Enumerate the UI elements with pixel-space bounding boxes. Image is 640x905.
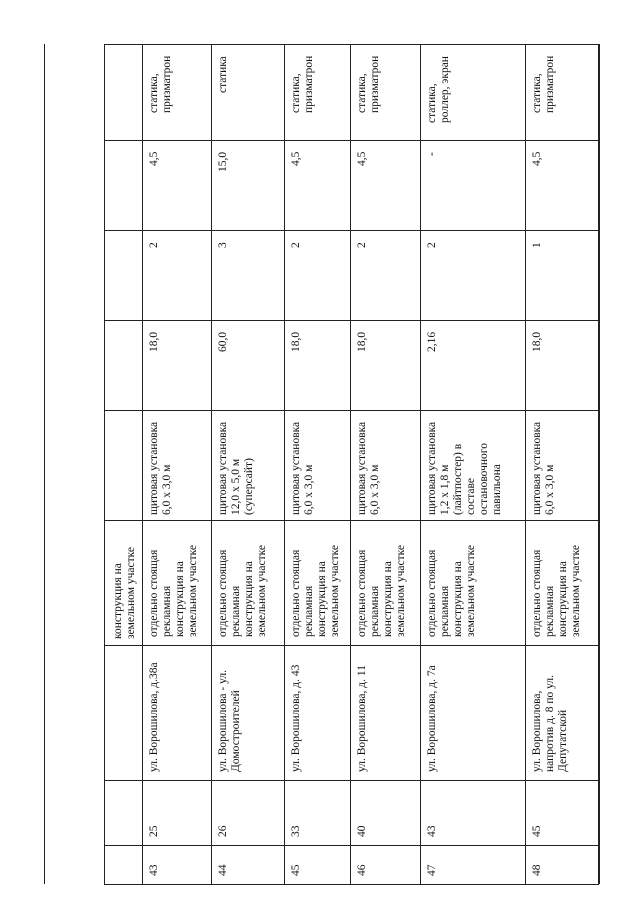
cell-info: статика, призматрон xyxy=(148,55,173,114)
table-column-rule xyxy=(104,410,599,411)
cell-adr_no: 45 xyxy=(531,825,543,837)
cell-kind: щитовая установка 6,0 х 3,0 м xyxy=(356,421,381,516)
table-column-rule xyxy=(104,645,599,646)
table-column-rule xyxy=(104,230,599,231)
table-column-rule xyxy=(104,44,599,45)
cell-area: 18,0 xyxy=(148,332,160,353)
cell-height: 15,0 xyxy=(217,152,229,173)
table-border xyxy=(599,44,600,884)
cell-adr_no: 43 xyxy=(426,825,438,837)
table-row-rule xyxy=(350,44,351,884)
cell-sides: 2 xyxy=(426,242,438,248)
cell-adr_no: 26 xyxy=(217,825,229,837)
cell-info: статика, призматрон xyxy=(356,55,381,114)
cell-num: 48 xyxy=(531,864,543,876)
cell-type: отдельно стоящая рекламная конструкция на земельном участке xyxy=(426,544,477,637)
cell-num: 45 xyxy=(290,864,302,876)
cell-address: ул. Ворошилова - ул. Домостроителей xyxy=(217,670,242,772)
cell-area: 2,16 xyxy=(426,332,438,353)
cell-address: ул. Ворошилова, д.38а xyxy=(148,662,160,772)
cell-type: отдельно стоящая рекламная конструкция на земельном участке xyxy=(290,544,341,637)
cell-type: отдельно стоящая рекламная конструкция на земельном участке xyxy=(356,544,407,637)
cell-area: 60,0 xyxy=(217,332,229,353)
cell-kind: щитовая установка 6,0 х 3,0 м xyxy=(290,421,315,516)
cell-area: 18,0 xyxy=(531,332,543,353)
cell-sides: 2 xyxy=(356,242,368,248)
table-row-rule xyxy=(211,44,212,884)
cell-kind: щитовая установка 6,0 х 3,0 м xyxy=(148,421,173,516)
cell-sides: 1 xyxy=(531,242,543,248)
cell-address: ул. Ворошилова, д. 7а xyxy=(426,665,438,772)
cell-num: 44 xyxy=(217,864,229,876)
cell-address: ул. Ворошилова, напротив д. 8 по ул. Депутатской xyxy=(531,675,569,772)
cell-num: 47 xyxy=(426,864,438,876)
table-column-rule xyxy=(104,140,599,141)
cell-info: статика, призматрон xyxy=(531,55,556,114)
cell-info: статика, призматрон xyxy=(290,55,315,114)
table-row-rule xyxy=(420,44,421,884)
cell-height: 4,5 xyxy=(148,152,160,167)
table-row-rule xyxy=(44,44,45,884)
table-column-rule xyxy=(104,845,599,846)
cell-kind: щитовая установка 6,0 х 3,0 м xyxy=(531,421,556,516)
cell-sides: 3 xyxy=(217,242,229,248)
cell-adr_no: 40 xyxy=(356,825,368,837)
cell-type: отдельно стоящая рекламная конструкция на земельном участке xyxy=(148,544,199,637)
header-type-continuation: конструкция на земельном участке xyxy=(112,546,137,639)
cell-kind: щитовая установка 12,0 х 5,0 м (суперсайт) xyxy=(217,421,255,516)
table-border xyxy=(104,44,105,884)
cell-type: отдельно стоящая рекламная конструкция на земельном участке xyxy=(217,544,268,637)
cell-address: ул. Ворошилова, д. 11 xyxy=(356,665,368,772)
cell-area: 18,0 xyxy=(290,332,302,353)
cell-height: 4,5 xyxy=(290,152,302,167)
table-row-rule xyxy=(525,44,526,884)
cell-sides: 2 xyxy=(148,242,160,248)
cell-sides: 2 xyxy=(290,242,302,248)
cell-address: ул. Ворошилова, д. 43 xyxy=(290,664,302,772)
cell-height: - xyxy=(426,151,438,156)
table-row-rule xyxy=(284,44,285,884)
cell-info: статика xyxy=(217,55,229,93)
cell-num: 43 xyxy=(148,864,160,876)
cell-kind: щитовая установка 1,2 х 1,8 м (лайтпостер) в составе остановочного павильона xyxy=(426,421,503,516)
table-column-rule xyxy=(104,884,599,885)
cell-info: статика, роллер, экран xyxy=(426,55,451,123)
table-column-rule xyxy=(104,780,599,781)
cell-height: 4,5 xyxy=(531,152,543,167)
table-row-rule xyxy=(142,44,143,884)
table-column-rule xyxy=(104,320,599,321)
cell-adr_no: 33 xyxy=(290,825,302,837)
table-column-rule xyxy=(104,520,599,521)
cell-type: отдельно стоящая рекламная конструкция на земельном участке xyxy=(531,544,582,637)
cell-area: 18,0 xyxy=(356,332,368,353)
cell-height: 4,5 xyxy=(356,152,368,167)
cell-num: 46 xyxy=(356,864,368,876)
cell-adr_no: 25 xyxy=(148,825,160,837)
